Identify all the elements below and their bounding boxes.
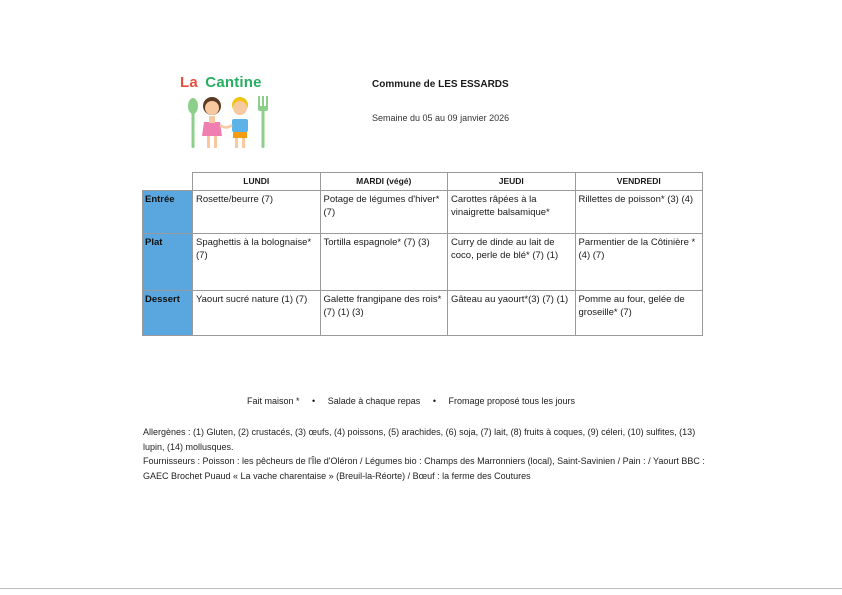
day-header-mardi: MARDI (végé) [320,173,448,191]
day-header-lundi: LUNDI [193,173,321,191]
menu-cell: Yaourt sucré nature (1) (7) [193,291,321,336]
row-label-plat: Plat [143,234,193,291]
weekly-menu-table [142,172,703,336]
legend-fromage: Fromage proposé tous les jours [448,396,576,406]
table-row-dessert [143,291,703,336]
fournisseurs-note: Fournisseurs : Poisson : les pêcheurs de l'Île d'Oléron / Légumes bio : Champs des Marronniers (local), Saint-Savinien / Pain : / Yaourt BBC : GAEC Brochet Puaud « La vache charentaise » (Breuil-la-Réorte) / Bœuf : la ferme des Coutures [143,456,705,481]
legend-fait-maison: Fait maison * [247,396,300,406]
legend-bullet: • [432,396,436,406]
commune-title: Commune de LES ESSARDS [372,79,509,90]
day-header-vendredi: VENDREDI [575,173,703,191]
page-bottom-rule [0,588,842,589]
menu-cell: Gâteau au yaourt*(3) (7) (1) [448,291,576,336]
menu-cell: Potage de légumes d'hiver* (7) [320,191,448,234]
spoon-icon [188,98,198,114]
table-corner [143,173,193,191]
logo-word-la: La [180,74,198,91]
menu-cell: Galette frangipane des rois* (7) (1) (3) [320,291,448,336]
boy-figure [232,97,248,148]
girl-figure [202,97,222,148]
week-subtitle: Semaine du 05 au 09 janvier 2026 [372,113,510,123]
logo-title [180,74,262,91]
menu-cell: Rillettes de poisson* (3) (4) [575,191,703,234]
table-header-row [143,173,703,191]
menu-legend [247,396,575,406]
day-header-jeudi: JEUDI [448,173,576,191]
cantine-logo [180,74,276,154]
menu-cell: Pomme au four, gelée de groseille* (7) [575,291,703,336]
allergenes-note: Allergènes : (1) Gluten, (2) crustacés, (3) œufs, (4) poissons, (5) arachides, (6) soja, (7) lait, (8) fruits à coques, (9) céleri, (10) sulfites, (13) lupin, (14) mollusques. [143,427,696,452]
menu-cell: Parmentier de la Côtinière *(4) (7) [575,234,703,291]
fork-icon [258,96,268,148]
legend-bullet: • [312,396,316,406]
menu-cell: Carottes râpées à la vinaigrette balsamique* [448,191,576,234]
logo-word-cantine: Cantine [205,74,262,91]
menu-cell: Rosette/beurre (7) [193,191,321,234]
table-row-plat [143,234,703,291]
menu-cell: Curry de dinde au lait de coco, perle de blé* (7) (1) [448,234,576,291]
children-illustration [184,92,272,154]
row-label-entree: Entrée [143,191,193,234]
menu-cell: Tortilla espagnole* (7) (3) [320,234,448,291]
menu-cell: Spaghettis à la bolognaise* (7) [193,234,321,291]
spoon-handle [192,112,195,148]
table-row-entree [143,191,703,234]
row-label-dessert: Dessert [143,291,193,336]
footer-notes [143,425,713,483]
legend-salade: Salade à chaque repas [327,396,421,406]
